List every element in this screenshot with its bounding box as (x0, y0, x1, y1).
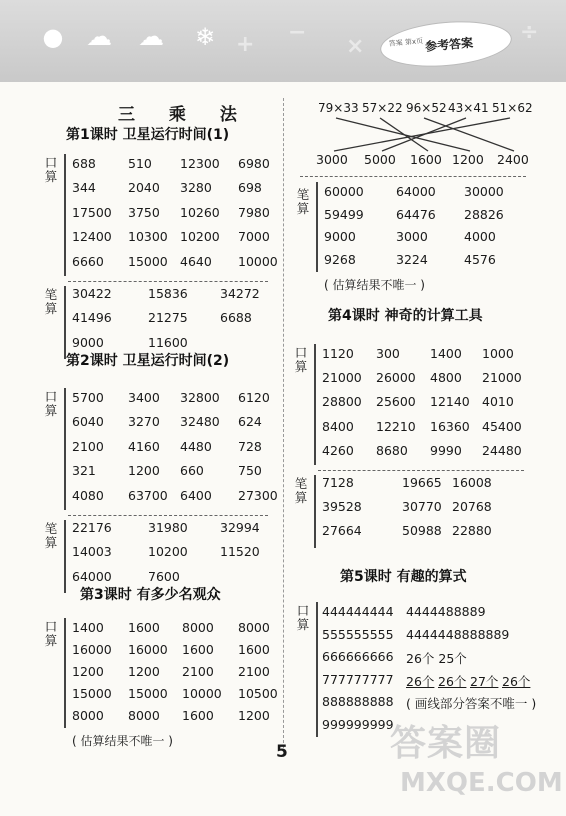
answer-cell: 32994 (220, 520, 260, 535)
answer-cell: 8000 (128, 708, 160, 723)
rain-cloud-icon: ☁ (138, 22, 164, 52)
answer-cell: 17500 (72, 204, 112, 220)
answer-cell: 1600 (128, 620, 160, 635)
answer-cell: 9268 (324, 251, 356, 267)
answer-cell: 12400 (72, 229, 112, 245)
answer-cell: 64000 (396, 184, 436, 199)
answer-cell: 444444444 (322, 604, 394, 619)
section-label: 笔 算 (294, 476, 308, 505)
answer-cell: 31980 (148, 520, 188, 535)
section-label: 口 算 (294, 345, 308, 374)
answer-cell: 1200 (72, 664, 104, 679)
dashed-separator (318, 470, 524, 471)
estimate-label: 5000 (364, 152, 396, 167)
lesson-2-title: 第2课时 卫星运行时间(2) (66, 353, 230, 369)
estimate-label: 1200 (452, 152, 484, 167)
answer-cell: 4800 (430, 370, 462, 386)
answer-cell: 20768 (452, 499, 492, 515)
estimate-label: 3000 (316, 152, 348, 167)
answer-cell: 11520 (220, 544, 260, 560)
answer-cell: 30422 (72, 286, 112, 301)
answer-cell: 64476 (396, 206, 436, 222)
answer-cell: 4160 (128, 438, 160, 454)
answer-cell: 6400 (180, 487, 212, 503)
lesson-5-title: 第5课时 有趣的算式 (340, 569, 467, 585)
snowflake-icon: ❄ (194, 23, 216, 51)
answer-cell: 888888888 (322, 694, 394, 709)
answer-cell: 555555555 (322, 626, 394, 642)
divide-icon: ÷ (520, 20, 539, 45)
answer-cell: 750 (238, 463, 262, 479)
bracket-line (316, 182, 318, 272)
answer-cell: 344 (72, 180, 96, 196)
answer-cell: 16360 (430, 418, 470, 434)
answer-cell: 41496 (72, 310, 112, 326)
answer-cell: 660 (180, 463, 204, 479)
answer-cell: 1600 (238, 642, 270, 657)
answer-cell: 22880 (452, 523, 492, 539)
answer-cell: 28826 (464, 206, 504, 222)
answer-cell: 12140 (430, 394, 470, 410)
answer-cell: 45400 (482, 418, 522, 434)
answer-cell: 16008 (452, 475, 492, 490)
answer-cell: 4576 (464, 251, 496, 267)
answer-cell: 16000 (72, 642, 112, 657)
estimate-note: ( 估算结果不唯一 ) (72, 734, 173, 748)
bracket-line (64, 154, 66, 276)
answer-cell: 1000 (482, 346, 514, 361)
badge-label: 参考答案 (424, 35, 474, 54)
estimate-label: 1600 (410, 152, 442, 167)
answer-cell: 7980 (238, 204, 270, 220)
answer-cell: 39528 (322, 499, 362, 515)
answer-cell: 25600 (376, 394, 416, 410)
section-label: 口 算 (44, 389, 58, 418)
answer-cell: 3000 (396, 229, 428, 244)
answer-cell: 59499 (324, 206, 364, 222)
answer-cell: 8000 (238, 620, 270, 635)
answer-cell: 15000 (72, 686, 112, 701)
bracket-line (64, 520, 66, 593)
answer-cell: 12300 (180, 156, 220, 171)
section-label: 笔 算 (44, 287, 58, 316)
answer-cell: 1600 (182, 642, 214, 657)
answer-cell: 3750 (128, 204, 160, 220)
answer-cell: 26000 (376, 370, 416, 386)
answer-cell: 7600 (148, 568, 180, 584)
answer-cell: 1400 (72, 620, 104, 635)
answer-cell: 2100 (72, 438, 104, 454)
times-icon: × (346, 34, 365, 59)
answer-cell: 6120 (238, 390, 270, 405)
answer-cell: 12210 (376, 418, 416, 434)
section-label: 笔 算 (296, 187, 310, 216)
answer-cell: 6660 (72, 253, 104, 269)
answer-cell: 26个 25个 (406, 651, 467, 666)
answer-cell: 2040 (128, 180, 160, 196)
answer-cell: 15000 (128, 686, 168, 701)
dashed-separator (68, 515, 268, 516)
answer-cell: 3400 (128, 390, 160, 405)
underlined-answer: 26个 (438, 673, 467, 689)
answer-cell: 3224 (396, 251, 428, 267)
answer-cell: 9990 (430, 442, 462, 458)
bracket-line (64, 618, 66, 728)
lesson-1-title: 第1课时 卫星运行时间(1) (66, 127, 230, 143)
answer-cell: 777777777 (322, 671, 394, 687)
section-label: 口 算 (44, 619, 58, 648)
answer-cell: 4640 (180, 253, 212, 269)
answer-cell: 50988 (402, 523, 442, 539)
answer-cell: 6980 (238, 156, 270, 171)
dashed-separator (300, 176, 526, 177)
answer-cell: 1400 (430, 346, 462, 361)
answer-cell: 34272 (220, 286, 260, 301)
section-label: 笔 算 (44, 521, 58, 550)
answer-cell: 60000 (324, 184, 364, 199)
answer-badge (378, 16, 513, 71)
answer-cell: 7000 (238, 229, 270, 245)
answer-cell: 1200 (238, 708, 270, 723)
lesson-3-title: 第3课时 有多少名观众 (80, 587, 221, 603)
estimate-label: 2400 (497, 152, 529, 167)
watermark: 答案圈 (390, 723, 502, 764)
bracket-line (314, 344, 316, 465)
answer-cell: 999999999 (322, 716, 394, 732)
answer-cell: 8680 (376, 442, 408, 458)
answer-cell: 300 (376, 346, 400, 361)
section-label: 口 算 (296, 603, 310, 632)
answer-cell: 728 (238, 438, 262, 454)
answer-cell: 10200 (148, 544, 188, 560)
expression-label: 43×41 (448, 101, 489, 115)
expression-label: 96×52 (406, 101, 447, 115)
estimate-note: ( 估算结果不唯一 ) (324, 278, 425, 292)
expression-label: 79×33 (318, 101, 359, 115)
answer-cell: 3280 (180, 180, 212, 196)
answer-cell: 10200 (180, 229, 220, 245)
answer-cell: 30770 (402, 499, 442, 515)
answer-cell: 32800 (180, 390, 220, 405)
watermark-url: MXQE.COM (400, 768, 563, 798)
column-divider (283, 98, 284, 748)
answer-cell: 8400 (322, 418, 354, 434)
minus-icon: − (288, 20, 307, 45)
answer-cell: 510 (128, 156, 152, 171)
answer-cell: 698 (238, 180, 262, 196)
answer-cell: 24480 (482, 442, 522, 458)
sun-icon: ● (42, 23, 64, 51)
answer-cell: 4444448888889 (406, 626, 510, 642)
answer-cell: 10260 (180, 204, 220, 220)
answer-cell: 32480 (180, 414, 220, 430)
answer-cell: 64000 (72, 568, 112, 584)
answer-cell: 4010 (482, 394, 514, 410)
bracket-line (314, 475, 316, 548)
answer-cell: 3270 (128, 414, 160, 430)
page-number: 5 (276, 742, 288, 762)
header-banner (0, 0, 566, 82)
answer-cell: 16000 (128, 642, 168, 657)
match-line (424, 118, 514, 151)
answer-cell: ( 画线部分答案不唯一 ) (406, 696, 537, 711)
badge-small-text: 答案 第x页 (388, 37, 424, 48)
answer-cell: 2100 (182, 664, 214, 679)
answer-cell: 27300 (238, 487, 278, 503)
answer-cell: 27664 (322, 523, 362, 539)
answer-cell: 666666666 (322, 649, 394, 664)
answer-cell: 7128 (322, 475, 354, 490)
answer-cell: 10500 (238, 686, 278, 701)
section-label: 口 算 (44, 155, 58, 184)
answer-cell: 4480 (180, 438, 212, 454)
bracket-line (64, 286, 66, 359)
answer-cell: 19665 (402, 475, 442, 490)
answer-cell: 21000 (322, 370, 362, 386)
answer-cell: 10300 (128, 229, 168, 245)
answer-cell: 15836 (148, 286, 188, 301)
answer-cell: 6688 (220, 310, 252, 326)
answer-cell: 2100 (238, 664, 270, 679)
answer-cell: 321 (72, 463, 96, 479)
bracket-line (316, 602, 318, 737)
underlined-answer: 27个 (470, 673, 499, 689)
answer-cell: 22176 (72, 520, 112, 535)
answer-cell: 8000 (182, 620, 214, 635)
answer-cell: 21275 (148, 310, 188, 326)
bracket-line (64, 388, 66, 510)
answer-cell: 15000 (128, 253, 168, 269)
answer-cell: 4260 (322, 442, 354, 458)
chapter-title: 三 乘 法 (118, 105, 251, 125)
answer-cell: 9000 (72, 334, 104, 350)
expression-label: 57×22 (362, 101, 403, 115)
answer-cell: 688 (72, 156, 96, 171)
expression-label: 51×62 (492, 101, 533, 115)
answer-cell: 1120 (322, 346, 354, 361)
answer-cell: 14003 (72, 544, 112, 560)
answer-cell: 63700 (128, 487, 168, 503)
answer-cell: 1200 (128, 463, 160, 479)
answer-cell: 1600 (182, 708, 214, 723)
answer-cell: 21000 (482, 370, 522, 386)
match-line (334, 118, 510, 151)
dashed-separator (68, 281, 268, 282)
answer-cell: 8000 (72, 708, 104, 723)
lesson-4-title: 第4课时 神奇的计算工具 (328, 308, 483, 324)
cloud-sun-icon: ☁ (86, 22, 112, 52)
answer-cell: 10000 (238, 253, 278, 269)
answer-cell: 4000 (464, 229, 496, 244)
answer-cell: 11600 (148, 334, 188, 350)
underlined-answer: 26个 (502, 673, 531, 689)
answer-cell: 624 (238, 414, 262, 430)
underlined-answer: 26个 (406, 673, 435, 689)
answer-cell: 4444488889 (406, 604, 486, 619)
answer-cell: 5700 (72, 390, 104, 405)
plus-icon: + (236, 32, 255, 57)
answer-cell: 28800 (322, 394, 362, 410)
answer-cell: 4080 (72, 487, 104, 503)
answer-cell: 10000 (182, 686, 222, 701)
answer-cell: 6040 (72, 414, 104, 430)
answer-cell: 30000 (464, 184, 504, 199)
answer-cell: 1200 (128, 664, 160, 679)
answer-cell: 9000 (324, 229, 356, 244)
